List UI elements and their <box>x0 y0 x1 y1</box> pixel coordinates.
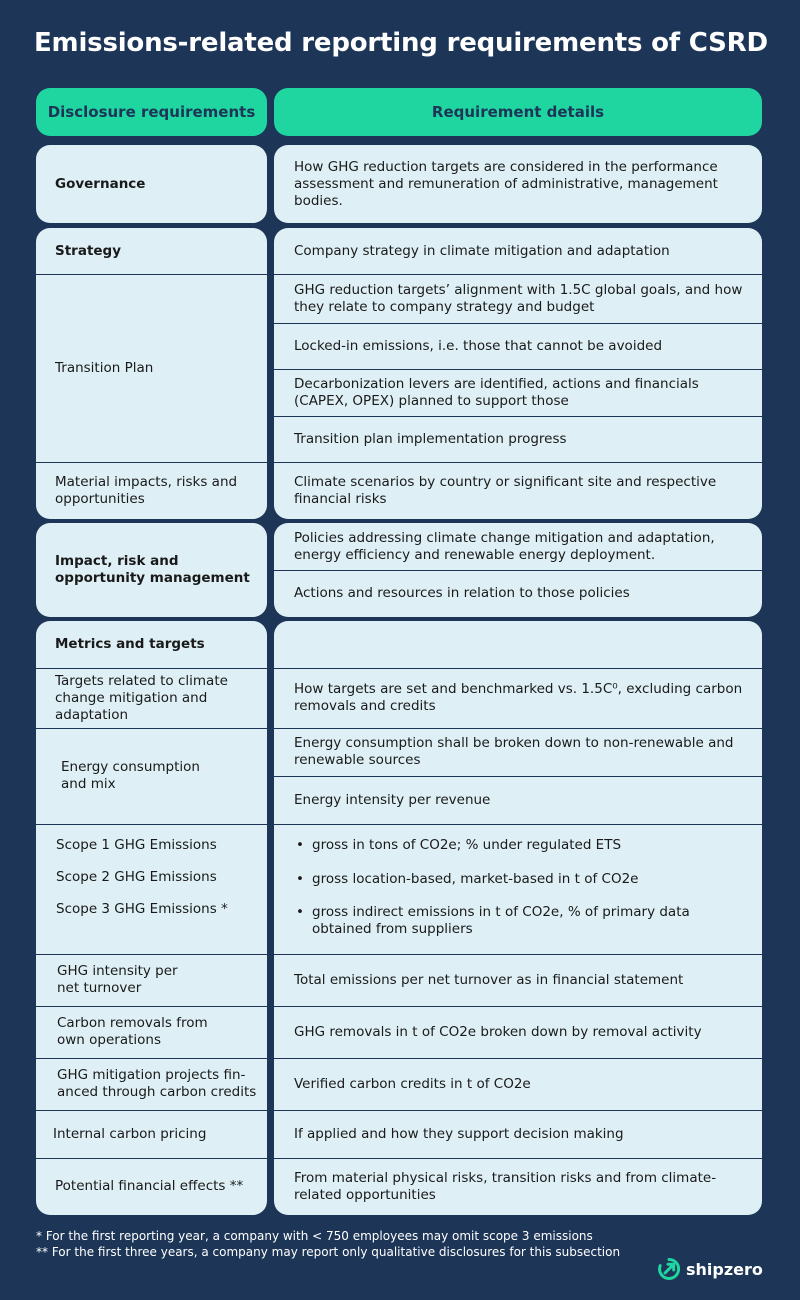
impact-detail-1: Policies addressing climate change mitigation and adaptation, energy efficiency and renewable energy deployment. <box>294 529 715 563</box>
financial-detail: From material physical risks, transition risks and from climate-related opportunities <box>294 1169 717 1203</box>
financial-label: Potential financial effects ** <box>55 1178 244 1194</box>
footnote-2: ** For the first three years, a company may report only qualitative disclosures for this subsection <box>36 1244 621 1259</box>
strategy-panel-right <box>274 228 762 519</box>
scope-1-label: Scope 1 GHG Emissions <box>56 837 217 853</box>
energy-label: Energy consumption and mix <box>61 759 200 792</box>
targets-label: Targets related to climate change mitigation and adaptation <box>55 672 228 723</box>
transition-detail-1: GHG reduction targets’ alignment with 1.5C global goals, and how they relate to company strategy and budget <box>294 281 743 315</box>
divider <box>36 824 267 825</box>
page-title: Emissions-related reporting requirements of CSRD <box>34 28 768 58</box>
removals-detail: GHG removals in t of CO2e broken down by removal activity <box>294 1023 702 1040</box>
divider <box>274 824 762 825</box>
credits-detail: Verified carbon credits in t of CO2e <box>294 1075 531 1092</box>
targets-detail: How targets are set and benchmarked vs. 1.5C⁰, excluding carbon removals and credits <box>294 681 743 714</box>
header-disclosure-requirements: Disclosure requirements <box>36 88 267 136</box>
removals-label: Carbon removals from own operations <box>57 1015 208 1048</box>
strategy-panel-left <box>36 228 267 519</box>
impact-panel-left <box>36 523 267 617</box>
footnotes <box>36 1229 620 1260</box>
metrics-panel-right <box>274 621 762 1215</box>
strategy-label: Strategy <box>55 242 122 259</box>
transition-plan-label: Transition Plan <box>55 359 154 376</box>
material-detail: Climate scenarios by country or significant site and respective financial risks <box>294 473 717 507</box>
scope-1-detail: • gross in tons of CO2e; % under regulated ETS <box>294 837 744 854</box>
impact-label: Impact, risk and opportunity management <box>55 553 250 586</box>
impact-panel-right <box>274 523 762 617</box>
shipzero-logo[interactable] <box>657 1257 763 1281</box>
transition-detail-2: Locked-in emissions, i.e. those that cannot be avoided <box>294 337 663 354</box>
scope-2-label: Scope 2 GHG Emissions <box>56 869 217 885</box>
shipzero-logo-text: shipzero <box>686 1259 763 1279</box>
footnote-1: * For the first reporting year, a company with < 750 employees may omit scope 3 emissions <box>36 1229 593 1243</box>
intensity-label: GHG intensity per net turnover <box>57 963 178 996</box>
header-requirement-details: Requirement details <box>274 88 762 136</box>
intensity-detail: Total emissions per net turnover as in financial statement <box>294 971 684 988</box>
governance-panel-left <box>36 145 267 223</box>
shipzero-logo-icon <box>657 1257 681 1281</box>
energy-detail-2: Energy intensity per revenue <box>294 791 491 808</box>
transition-detail-4: Transition plan implementation progress <box>294 430 567 447</box>
pricing-detail: If applied and how they support decision making <box>294 1125 624 1142</box>
governance-detail: How GHG reduction targets are considered in the performance assessment and remuneration of administrative, management bodies. <box>294 158 718 209</box>
material-impacts-label: Material impacts, risks and opportunities <box>55 473 238 507</box>
strategy-detail: Company strategy in climate mitigation and adaptation <box>294 242 670 259</box>
governance-label: Governance <box>55 175 146 192</box>
governance-panel-right <box>274 145 762 223</box>
transition-detail-3: Decarbonization levers are identified, actions and financials (CAPEX, OPEX) planned to support those <box>294 375 699 409</box>
credits-label: GHG mitigation projects fin-anced through carbon credits <box>57 1067 257 1100</box>
metrics-panel-left <box>36 621 267 1215</box>
energy-detail-1: Energy consumption shall be broken down to non-renewable and renewable sources <box>294 735 734 768</box>
scope-3-label: Scope 3 GHG Emissions * <box>56 901 228 917</box>
metrics-label: Metrics and targets <box>55 636 205 652</box>
impact-detail-2: Actions and resources in relation to those policies <box>294 585 630 601</box>
pricing-label: Internal carbon pricing <box>53 1125 207 1142</box>
scope-3-detail: • gross indirect emissions in t of CO2e, % of primary data obtained from suppliers <box>294 904 744 938</box>
scope-2-detail: • gross location-based, market-based in t of CO2e <box>294 871 744 888</box>
